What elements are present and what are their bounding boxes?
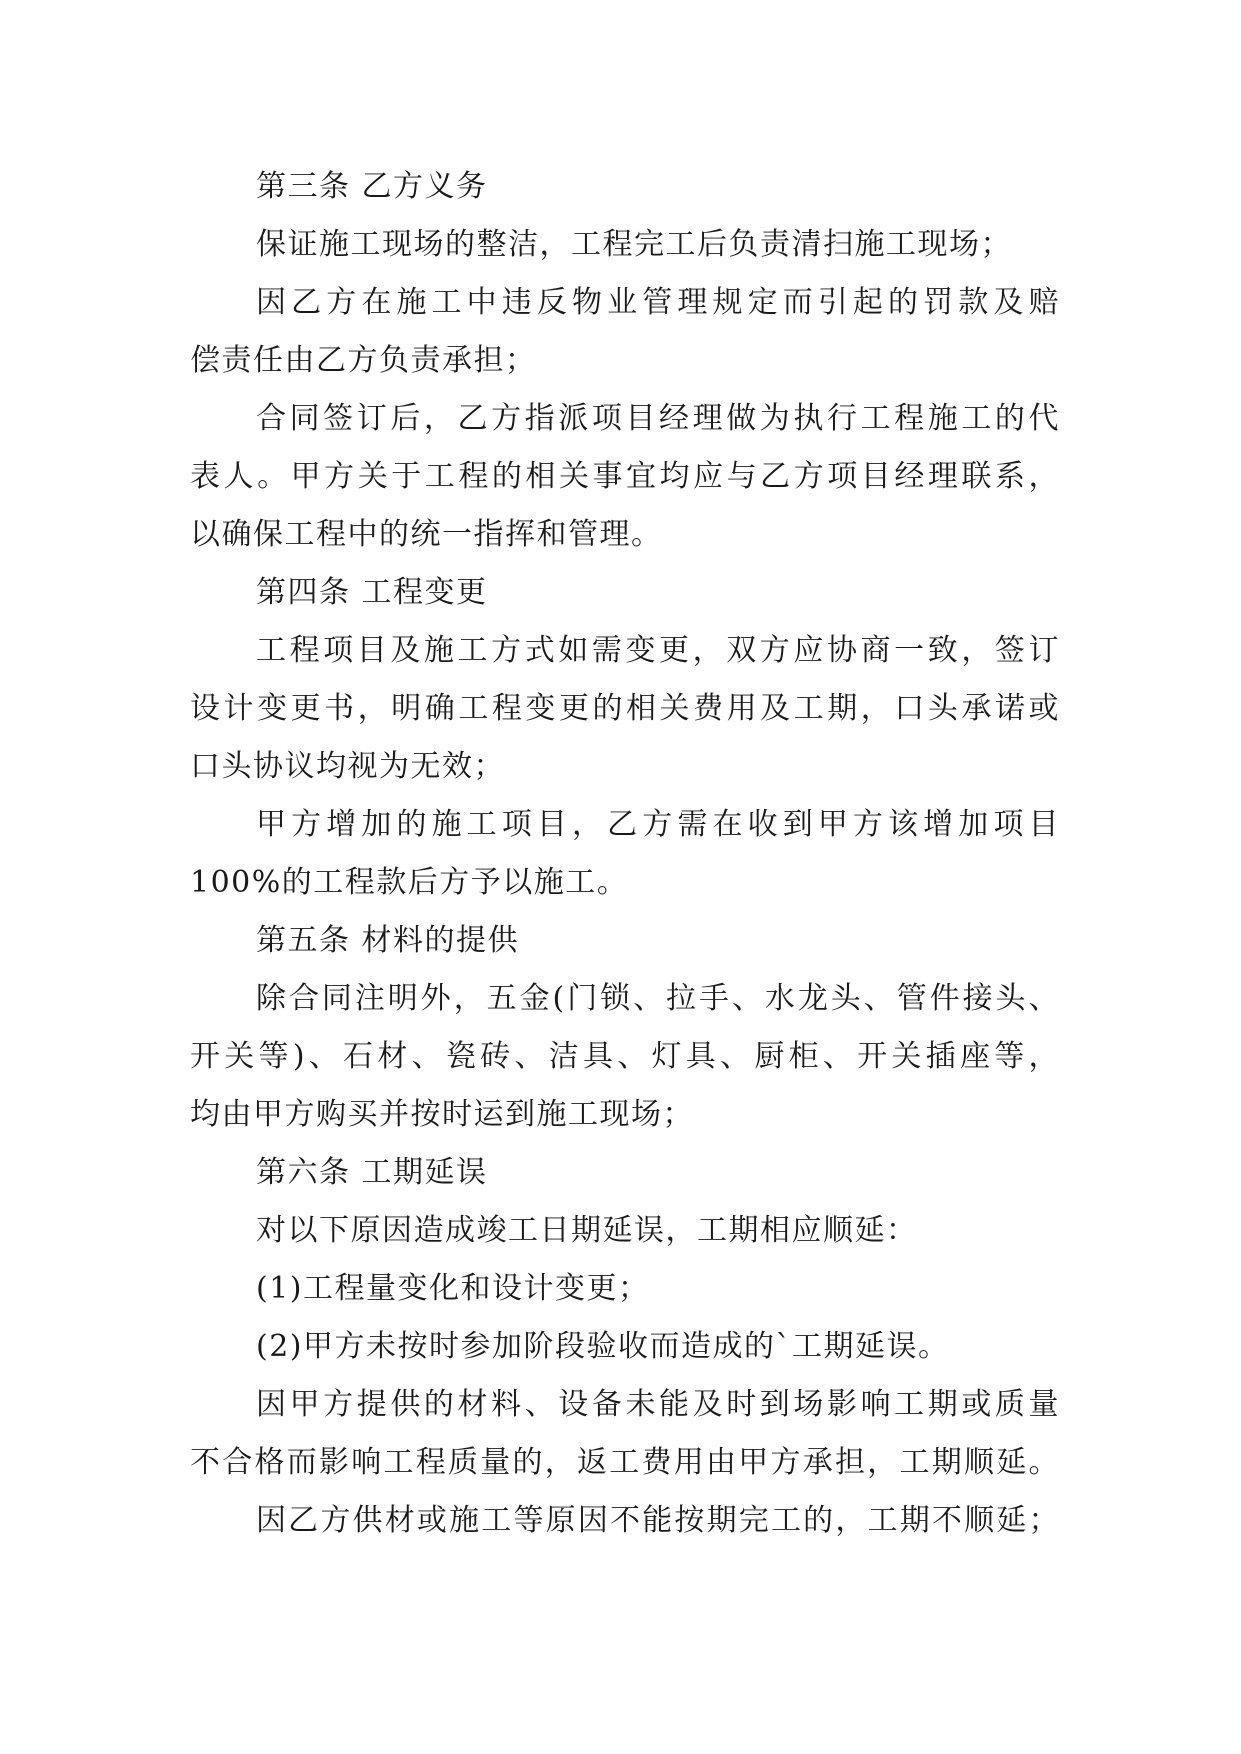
heading-article-4: 第四条 工程变更 [256,575,488,610]
paragraph-line: 保证施工现场的整洁，工程完工后负责清扫施工现场； [256,227,1012,262]
heading-article-5: 第五条 材料的提供 [256,923,520,958]
paragraph-line: 设计变更书，明确工程变更的相关费用及工期，口头承诺或 [190,691,1060,726]
paragraph-line: 均由甲方购买并按时运到施工现场； [190,1097,694,1132]
paragraph-line: 偿责任由乙方负责承担； [190,343,537,378]
paragraph-line: 因乙方供材或施工等原因不能按期完工的，工期不顺延； [256,1503,1060,1538]
paragraph-line: 合同签订后，乙方指派项目经理做为执行工程施工的代 [256,401,1060,436]
paragraph-line: 表人。甲方关于工程的相关事宜均应与乙方项目经理联系， [190,459,1060,494]
paragraph-line: 对以下原因造成竣工日期延误，工期相应顺延： [256,1213,918,1248]
paragraph-line: 因乙方在施工中违反物业管理规定而引起的罚款及赔 [256,285,1060,320]
paragraph-line: 甲方增加的施工项目，乙方需在收到甲方该增加项目 [256,807,1060,842]
document-body [190,158,1060,1550]
paragraph-line: 因甲方提供的材料、设备未能及时到场影响工期或质量 [256,1387,1060,1422]
paragraph-line: 工程项目及施工方式如需变更，双方应协商一致，签订 [256,633,1060,668]
paragraph-line: 开关等)、石材、瓷砖、洁具、灯具、厨柜、开关插座等， [190,1039,1060,1074]
heading-article-3: 第三条 乙方义务 [256,169,488,204]
paragraph-line: 不合格而影响工程质量的，返工费用由甲方承担，工期顺延。 [190,1445,1060,1480]
heading-article-6: 第六条 工期延误 [256,1155,488,1190]
list-item: (1)工程量变化和设计变更； [256,1271,650,1306]
paragraph-line: 口头协议均视为无效； [190,749,505,784]
list-item: (2)甲方未按时参加阶段验收而造成的`工期延误。 [256,1329,950,1364]
paragraph-line: 以确保工程中的统一指挥和管理。 [190,517,663,552]
paragraph-line: 100%的工程款后方予以施工。 [190,865,629,900]
paragraph-line: 除合同注明外，五金(门锁、拉手、水龙头、管件接头、 [256,981,1060,1016]
